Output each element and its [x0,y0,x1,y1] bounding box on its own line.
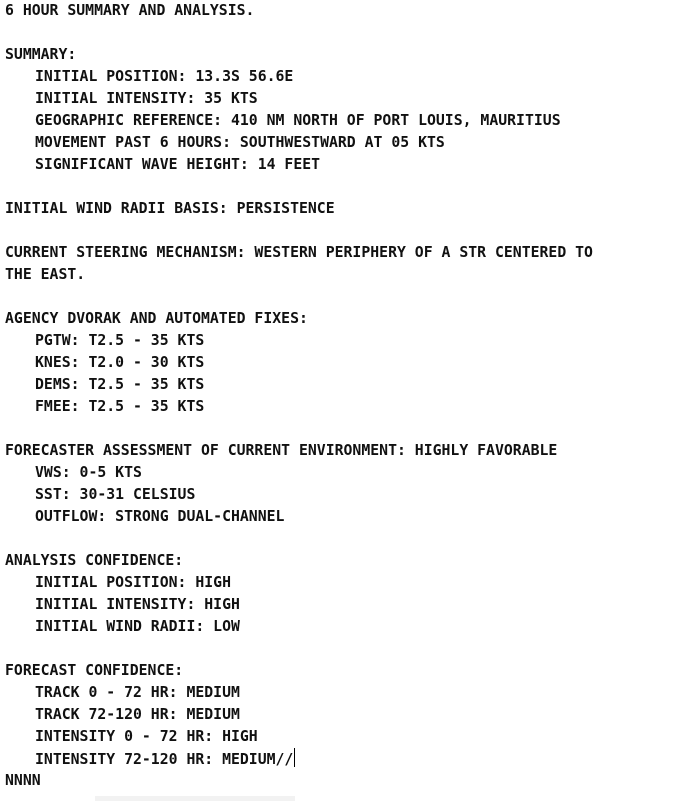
environment-heading: FORECASTER ASSESSMENT OF CURRENT ENVIRONMENT: HIGHLY FAVORABLE [5,442,558,459]
environment-item: VWS: 0-5 KTS [35,464,142,481]
bulletin-title: 6 HOUR SUMMARY AND ANALYSIS. [5,2,255,19]
summary-heading: SUMMARY: [5,46,77,63]
forecast-confidence-item-last[interactable] [5,748,675,770]
summary-movement: MOVEMENT PAST 6 HOURS: SOUTHWESTWARD AT 05 KTS [35,134,445,151]
analysis-confidence-item: INITIAL INTENSITY: HIGH [35,596,240,613]
end-marker: NNNN [5,772,41,789]
fixes-heading: AGENCY DVORAK AND AUTOMATED FIXES: [5,310,308,327]
bulletin-text[interactable] [5,0,675,792]
horizontal-scroll-track[interactable] [95,796,295,801]
steering-line-2: THE EAST. [5,266,86,283]
blank-line [5,638,675,660]
wind-radii-basis: INITIAL WIND RADII BASIS: PERSISTENCE [5,200,335,217]
fix-item: KNES: T2.0 - 30 KTS [35,354,205,371]
steering-line-1: CURRENT STEERING MECHANISM: WESTERN PERIPHERY OF A STR CENTERED TO [5,244,593,261]
blank-line [5,176,675,198]
analysis-confidence-heading: ANALYSIS CONFIDENCE: [5,552,184,569]
fix-item: FMEE: T2.5 - 35 KTS [35,398,205,415]
environment-item: SST: 30-31 CELSIUS [35,486,196,503]
forecast-confidence-item-text: INTENSITY 72-120 HR: MEDIUM// [35,751,294,768]
environment-item: OUTFLOW: STRONG DUAL-CHANNEL [35,508,285,525]
text-cursor [294,748,295,767]
blank-line [5,528,675,550]
summary-initial-position: INITIAL POSITION: 13.3S 56.6E [35,68,294,85]
blank-line [5,418,675,440]
fix-item: PGTW: T2.5 - 35 KTS [35,332,205,349]
fix-item: DEMS: T2.5 - 35 KTS [35,376,205,393]
analysis-confidence-item: INITIAL POSITION: HIGH [35,574,231,591]
summary-geographic-reference: GEOGRAPHIC REFERENCE: 410 NM NORTH OF PORT LOUIS, MAURITIUS [35,112,561,129]
blank-line [5,22,675,44]
analysis-confidence-item: INITIAL WIND RADII: LOW [35,618,240,635]
forecast-confidence-item: INTENSITY 0 - 72 HR: HIGH [35,728,258,745]
summary-wave-height: SIGNIFICANT WAVE HEIGHT: 14 FEET [35,156,321,173]
forecast-confidence-heading: FORECAST CONFIDENCE: [5,662,184,679]
summary-initial-intensity: INITIAL INTENSITY: 35 KTS [35,90,258,107]
forecast-confidence-item: TRACK 72-120 HR: MEDIUM [35,706,240,723]
blank-line [5,286,675,308]
blank-line [5,220,675,242]
forecast-confidence-item: TRACK 0 - 72 HR: MEDIUM [35,684,240,701]
